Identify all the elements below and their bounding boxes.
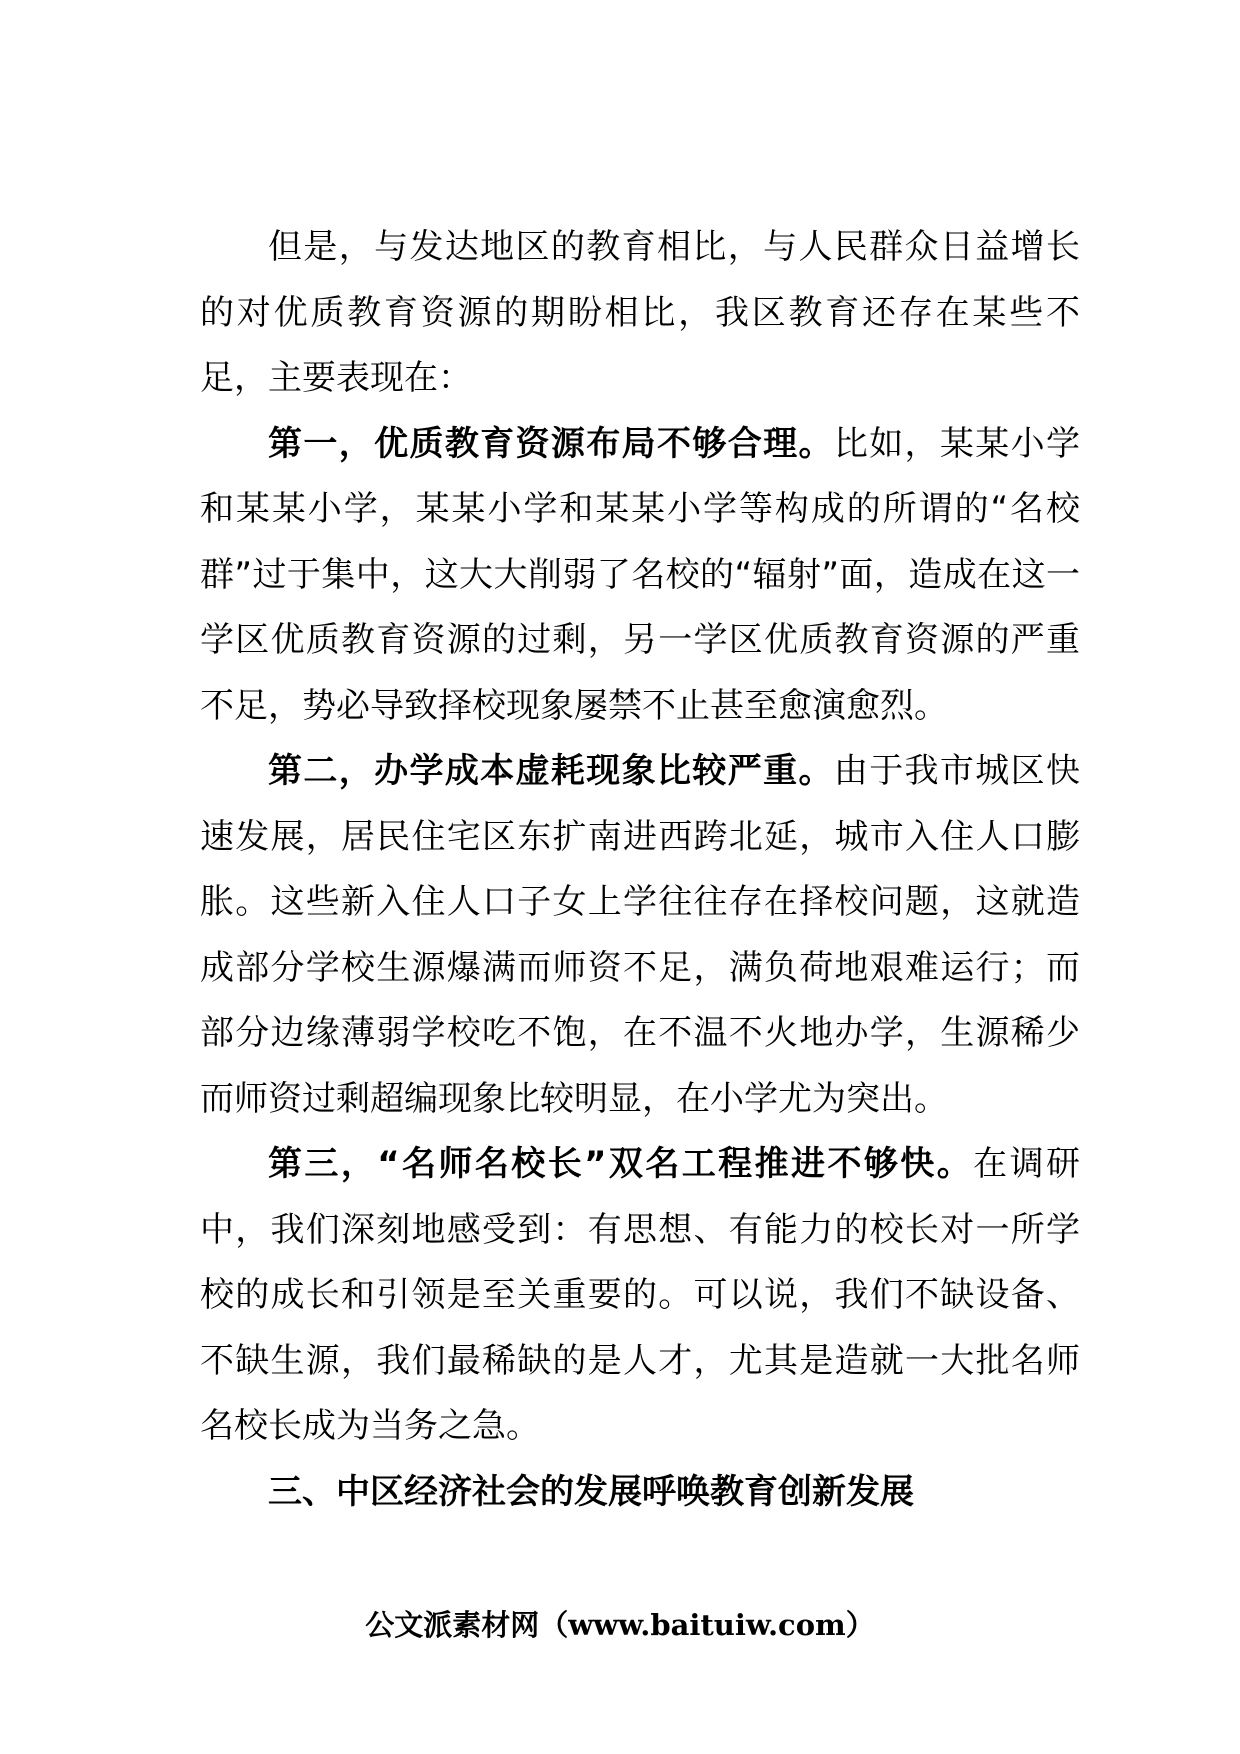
paragraph-second-point <box>200 739 1080 1132</box>
paragraph-text: 在调研中，我们深刻地感受到：有思想、有能力的校长对一所学校的成长和引领是至关重要的。可以说，我们不缺设备、不缺生源，我们最稀缺的是人才，尤其是造就一大批名师名校长成为当务之急。 <box>200 1144 1081 1446</box>
paragraph-text: 由于我市城区快速发展，居民住宅区东扩南进西跨北延，城市入住人口膨胀。这些新入住人口子女上学往往存在择校问题，这就造成部分学校生源爆满而师资不足，满负荷地艰难运行；而部分边缘薄弱学校吃不饱，在不温不火地办学，生源稀少而师资过剩超编现象比较明显，在小学尤为突出。 <box>200 751 1081 1119</box>
paragraph-text: 但是，与发达地区的教育相比，与人民群众日益增长的对优质教育资源的期盼相比，我区教育还存在某些不足，主要表现在： <box>200 227 1080 398</box>
document-body <box>200 215 1080 1525</box>
paragraph-intro <box>200 215 1080 412</box>
paragraph-first-point <box>200 412 1080 740</box>
paragraph-third-point <box>200 1132 1080 1460</box>
footer-watermark: 公文派素材网（www.baituiw.com） <box>365 1608 875 1642</box>
paragraph-lead: 第三，“名师名校长”双名工程推进不够快。 <box>268 1144 974 1184</box>
paragraph-lead: 第二，办学成本虚耗现象比较严重。 <box>268 751 834 791</box>
paragraph-lead: 第一，优质教育资源布局不够合理。 <box>268 423 834 464</box>
section-heading: 三、中区经济社会的发展呼唤教育创新发展 <box>268 1471 914 1512</box>
paragraph-text: 比如，某某小学和某某小学，某某小学和某某小学等构成的所谓的“名校群”过于集中，这大大削弱了名校的“辐射”面，造成在这一学区优质教育资源的过剩，另一学区优质教育资源的严重不足，势必导致择校现象屡禁不止甚至愈演愈烈。 <box>200 423 1081 726</box>
